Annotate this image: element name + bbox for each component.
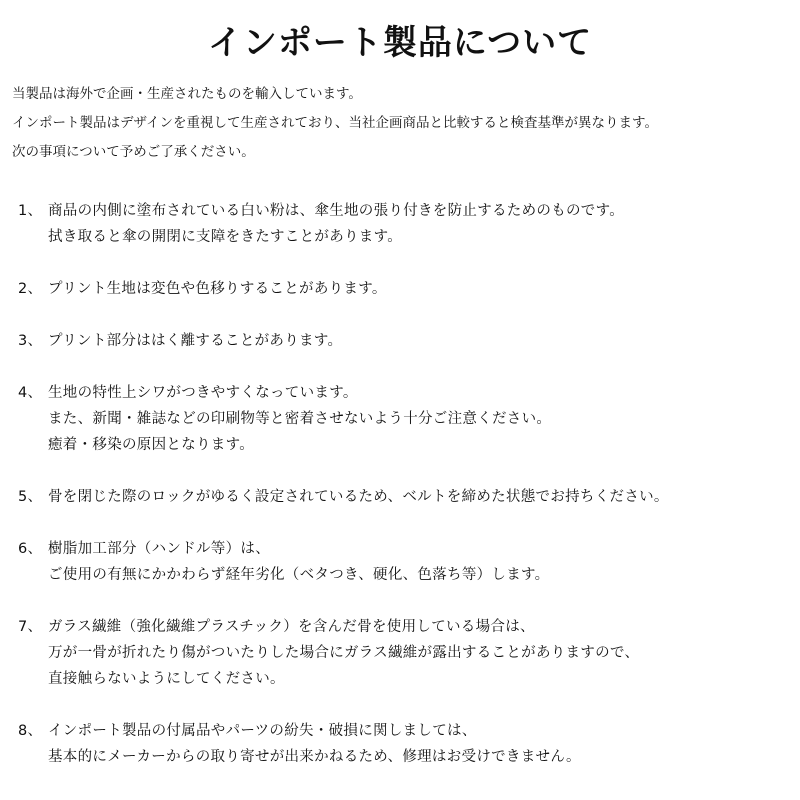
item-text: 基本的にメーカーからの取り寄せが出来かねるため、修理はお受けできません。 bbox=[48, 749, 581, 765]
item-number: 4、 bbox=[18, 385, 43, 401]
item-number: 2、 bbox=[18, 281, 43, 297]
item-text: 商品の内側に塗布されている白い粉は、傘生地の張り付きを防止するためのものです。 bbox=[48, 203, 625, 219]
item-text: 拭き取ると傘の開閉に支障をきたすことがあります。 bbox=[48, 229, 403, 245]
notice-item-5 bbox=[18, 484, 794, 510]
intro-line: 次の事項について予めご了承ください。 bbox=[12, 144, 255, 160]
item-text: ご使用の有無にかかわらず経年劣化（ベタつき、硬化、色落ち等）します。 bbox=[48, 567, 550, 583]
item-text: また、新聞・雑誌などの印刷物等と密着させないよう十分ご注意ください。 bbox=[48, 411, 552, 427]
item-number: 6、 bbox=[18, 541, 43, 557]
item-text: インポート製品の付属品やパーツの紛失・破損に関しましては、 bbox=[48, 723, 477, 739]
item-number: 8、 bbox=[18, 723, 43, 739]
notice-item-2 bbox=[18, 276, 794, 302]
notice-item-3 bbox=[18, 328, 794, 354]
item-text: 癒着・移染の原因となります。 bbox=[48, 437, 255, 453]
item-text: 骨を閉じた際のロックがゆるく設定されているため、ベルトを締めた状態でお持ちください。 bbox=[48, 489, 669, 505]
item-number: 7、 bbox=[18, 619, 43, 635]
notice-item-8 bbox=[18, 718, 794, 770]
item-number: 1、 bbox=[18, 203, 43, 219]
item-text: 直接触らないようにしてください。 bbox=[48, 671, 285, 687]
notice-item-4 bbox=[18, 380, 794, 458]
item-number: 3、 bbox=[18, 333, 43, 349]
item-text: 樹脂加工部分（ハンドル等）は、 bbox=[48, 541, 270, 557]
item-text: プリント部分ははく離することがあります。 bbox=[48, 333, 343, 349]
notice-list bbox=[18, 198, 794, 796]
intro-section bbox=[12, 80, 792, 167]
notice-item-7 bbox=[18, 614, 794, 692]
page-title: インポート製品について bbox=[207, 23, 593, 63]
item-number: 5、 bbox=[18, 489, 43, 505]
item-text: ガラス繊維（強化繊維プラスチック）を含んだ骨を使用している場合は、 bbox=[48, 619, 535, 635]
notice-item-1 bbox=[18, 198, 794, 250]
item-text: 生地の特性上シワがつきやすくなっています。 bbox=[48, 385, 358, 401]
item-text: 万が一骨が折れたり傷がついたりした場合にガラス繊維が露出することがありますので、 bbox=[48, 645, 640, 661]
intro-line: インポート製品はデザインを重視して生産されており、当社企画商品と比較すると検査基準が異なります。 bbox=[12, 115, 658, 131]
notice-item-6 bbox=[18, 536, 794, 588]
item-text: プリント生地は変色や色移りすることがあります。 bbox=[48, 281, 387, 297]
intro-line: 当製品は海外で企画・生産されたものを輸入しています。 bbox=[12, 86, 362, 102]
